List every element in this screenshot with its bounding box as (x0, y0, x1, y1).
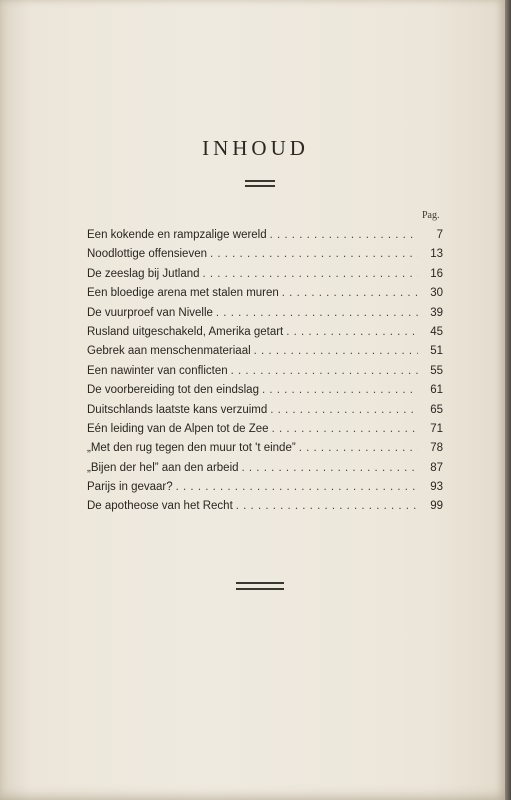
toc-entry-title: De zeeslag bij Jutland (87, 267, 200, 280)
toc-entry (87, 481, 443, 500)
toc-entry (87, 423, 443, 442)
toc-entry (87, 462, 443, 481)
page-edge (505, 0, 511, 800)
toc-entry-title: Een kokende en rampzalige wereld (87, 229, 267, 241)
toc-entry-page: 30 (430, 287, 443, 300)
closing-rule-top (236, 582, 284, 584)
toc-entry (87, 345, 443, 364)
toc-entry-title: De vuurproef van Nivelle (87, 306, 213, 319)
toc-entry-title: „Met den rug tegen den muur tot 't einde” (87, 442, 296, 455)
toc-entry-title: Een nawinter van conflicten (87, 364, 228, 377)
toc-entry (87, 404, 443, 423)
toc-entry-title: Een bloedige arena met stalen muren (87, 287, 279, 300)
leader-dots (272, 423, 418, 435)
leader-dots (282, 287, 418, 299)
title-rule-bottom (245, 185, 275, 187)
closing-rule-bottom (236, 588, 284, 590)
toc-entry-title: Gebrek aan menschenmateriaal (87, 345, 251, 358)
toc-entry (87, 500, 443, 519)
toc-entry-page: 45 (430, 325, 443, 338)
toc-entry (87, 268, 443, 287)
toc-entry-page: 55 (430, 364, 443, 377)
toc-entry-title: De voorbereiding tot den eindslag (87, 384, 259, 397)
toc-entry (87, 326, 443, 345)
toc-entry-page: 71 (430, 422, 443, 435)
toc-entry-page: 93 (430, 481, 443, 494)
toc-entry-title: De apotheose van het Recht (87, 500, 233, 513)
toc-entry-page: 65 (430, 403, 443, 416)
leader-dots (176, 481, 418, 493)
toc-entry (87, 384, 443, 403)
leader-dots (216, 307, 418, 319)
leader-dots (254, 345, 418, 357)
title-rule-top (245, 180, 275, 182)
leader-dots (203, 268, 418, 280)
toc-entry-title: Rusland uitgeschakeld, Amerika getart (87, 325, 284, 338)
toc-entry-page: 51 (430, 345, 443, 358)
leader-dots (299, 442, 418, 454)
toc-entry-title: Eén leiding van de Alpen tot de Zee (87, 422, 269, 435)
toc-entry-page: 16 (430, 267, 443, 280)
leader-dots (210, 248, 418, 260)
toc-entry-page: 61 (430, 384, 443, 397)
toc-entry-title: Noodlottige offensieven (87, 248, 207, 261)
toc-entry (87, 287, 443, 306)
toc-entry (87, 442, 443, 461)
toc-entry-page: 78 (430, 442, 443, 455)
toc-entry (87, 229, 443, 248)
toc-entry-page: 39 (430, 306, 443, 319)
toc-entry (87, 307, 443, 326)
toc-entry-page: 13 (430, 248, 443, 261)
page-column-label: Pag. (422, 210, 440, 221)
leader-dots (270, 404, 418, 416)
leader-dots (270, 229, 418, 241)
toc-entry-page: 99 (430, 500, 443, 513)
toc-entry-page: 7 (436, 229, 443, 241)
toc-entry-page: 87 (430, 461, 443, 474)
page-title: INHOUD (202, 136, 309, 160)
leader-dots (286, 326, 418, 338)
toc-entry-title: „Bijen der hel” aan den arbeid (87, 461, 239, 474)
toc-entry (87, 365, 443, 384)
toc-entry-title: Parijs in gevaar? (87, 481, 173, 494)
table-of-contents (87, 229, 443, 520)
toc-entry-title: Duitschlands laatste kans verzuimd (87, 403, 268, 416)
leader-dots (236, 500, 418, 512)
toc-entry (87, 248, 443, 267)
leader-dots (262, 384, 418, 396)
leader-dots (242, 462, 418, 474)
leader-dots (231, 365, 418, 377)
